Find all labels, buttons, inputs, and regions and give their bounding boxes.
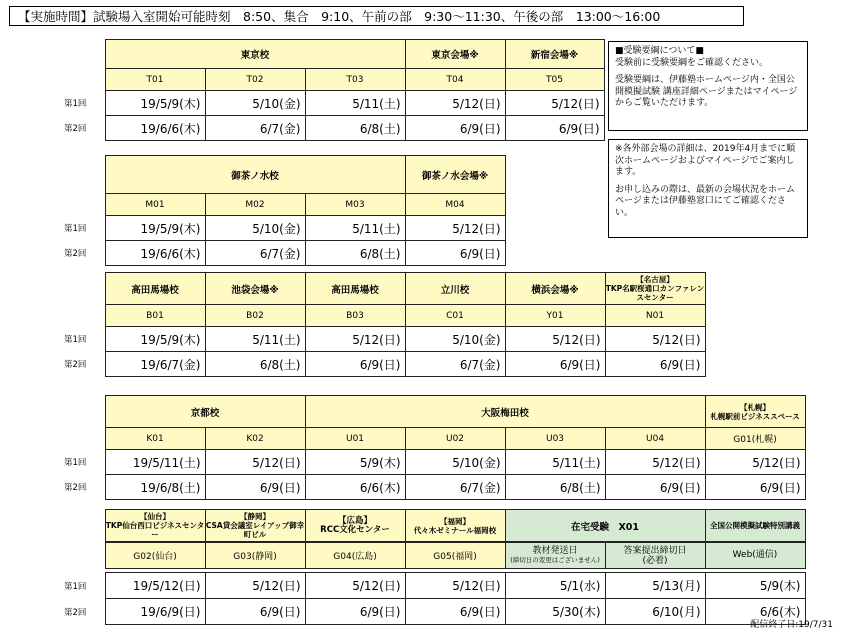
course-code: B03 xyxy=(305,305,405,327)
date-cell: 5/11(土) xyxy=(505,450,605,475)
date-cell: 19/6/8(土) xyxy=(105,475,205,500)
date-cell: 19/5/9(木) xyxy=(105,216,205,241)
schedule-table-kyoto-osaka xyxy=(60,395,806,500)
date-cell: 6/6(木) xyxy=(305,475,405,500)
date-cell: 5/30(木) xyxy=(505,599,605,625)
date-cell: 5/11(土) xyxy=(305,216,405,241)
note-line: 受験要綱は、伊藤塾ホームページ内・全国公開模擬試験 講座詳細ページまたはマイページからご覧いただけます。 xyxy=(615,75,798,108)
date-cell: 5/13(月) xyxy=(605,573,705,599)
date-cell: 19/6/6(木) xyxy=(105,241,205,266)
venue-header: 高田馬場校 xyxy=(305,273,405,305)
course-code: U03 xyxy=(505,428,605,450)
date-cell: 5/12(日) xyxy=(705,450,805,475)
date-cell: 5/10(金) xyxy=(205,91,305,116)
table-row xyxy=(60,352,705,377)
date-cell: 6/7(金) xyxy=(405,352,505,377)
schedule-table-tokyo xyxy=(60,39,605,141)
date-cell: 19/5/12(日) xyxy=(105,573,205,599)
course-code: U04 xyxy=(605,428,705,450)
date-cell: 6/8(土) xyxy=(205,352,305,377)
note-line: 受験前に受験要綱をご確認ください。 xyxy=(615,57,769,68)
distribution-end-date: 配信終了日:19/7/31 xyxy=(750,620,833,630)
date-cell: 5/10(金) xyxy=(405,327,505,352)
date-cell: 5/12(日) xyxy=(405,91,505,116)
date-cell: 6/7(金) xyxy=(205,116,305,141)
date-cell: 19/5/11(土) xyxy=(105,450,205,475)
venue-header-sendai: 【仙台】 TKP仙台西口ビジネスセンター xyxy=(105,510,205,542)
course-code: M02 xyxy=(205,194,305,216)
venue-header-fukuoka: 【福岡】 代々木ゼミナール福岡校 xyxy=(405,510,505,542)
venue-header: 新宿会場※ xyxy=(505,40,604,69)
date-cell: 5/12(日) xyxy=(405,573,505,599)
date-cell: 19/5/9(木) xyxy=(105,91,205,116)
date-cell: 6/9(日) xyxy=(505,116,604,141)
date-cell: 6/9(日) xyxy=(205,475,305,500)
date-cell: 19/6/6(木) xyxy=(105,116,205,141)
date-cell: 6/6(木) xyxy=(705,599,805,625)
course-code: M01 xyxy=(105,194,205,216)
round-label: 第2回 xyxy=(64,607,87,618)
table-row xyxy=(60,450,805,475)
date-cell: 6/9(日) xyxy=(705,475,805,500)
date-cell: 5/10(金) xyxy=(205,216,305,241)
course-code: Y01 xyxy=(505,305,605,327)
course-code: G05(福岡) xyxy=(405,543,505,569)
venue-header: 東京校 xyxy=(105,40,405,69)
date-cell: 6/9(日) xyxy=(505,352,605,377)
exam-time-header: 【実施時間】試験場入室開始可能時刻 8:50、集合 9:10、午前の部 9:30〜11:30、午後の部 13:00〜16:00 xyxy=(9,6,744,26)
course-code: K02 xyxy=(205,428,305,450)
date-cell: 6/9(日) xyxy=(405,599,505,625)
date-cell: 6/8(土) xyxy=(305,116,405,141)
schedule-table-takadanobaba xyxy=(60,272,706,377)
date-cell: 5/10(金) xyxy=(405,450,505,475)
date-cell: 6/9(日) xyxy=(605,352,705,377)
date-cell: 6/9(日) xyxy=(405,241,505,266)
course-code: U02 xyxy=(405,428,505,450)
date-cell: 6/9(日) xyxy=(305,599,405,625)
date-cell: 6/9(日) xyxy=(605,475,705,500)
table-row xyxy=(60,216,505,241)
date-cell: 6/9(日) xyxy=(205,599,305,625)
date-cell: 6/7(金) xyxy=(405,475,505,500)
round-label: 第1回 xyxy=(64,224,87,234)
date-cell: 5/9(木) xyxy=(705,573,805,599)
venue-header: 立川校 xyxy=(405,273,505,305)
round-label: 第2回 xyxy=(64,483,87,493)
course-code: Web(通信) xyxy=(705,543,805,569)
date-cell: 6/9(日) xyxy=(305,352,405,377)
round-label: 第2回 xyxy=(64,249,87,259)
venue-header: 池袋会場※ xyxy=(205,273,305,305)
date-cell: 5/1(水) xyxy=(505,573,605,599)
date-cell: 5/12(日) xyxy=(505,91,604,116)
course-code: G04(広島) xyxy=(305,543,405,569)
round-label: 第1回 xyxy=(64,335,87,345)
course-code: G03(静岡) xyxy=(205,543,305,569)
venue-header: 大阪梅田校 xyxy=(305,396,705,428)
venue-header-sapporo: 【札幌】 札幌駅前ビジネススペース xyxy=(705,396,805,428)
date-cell: 5/12(日) xyxy=(605,450,705,475)
course-code: C01 xyxy=(405,305,505,327)
table-row xyxy=(60,599,805,625)
venue-header: 横浜会場※ xyxy=(505,273,605,305)
date-cell: 6/8(土) xyxy=(505,475,605,500)
date-cell: 6/8(土) xyxy=(305,241,405,266)
venue-header: 東京会場※ xyxy=(405,40,505,69)
date-cell: 5/12(日) xyxy=(205,573,305,599)
date-cell: 5/12(日) xyxy=(605,327,705,352)
venue-header-nagoya: 【名古屋】 TKP名駅桜通口カンファレンスセンター xyxy=(605,273,705,305)
date-cell: 19/6/7(金) xyxy=(105,352,205,377)
round-label: 第1回 xyxy=(64,581,87,592)
schedule-table-ochanomizu xyxy=(60,155,506,266)
course-code: B01 xyxy=(105,305,205,327)
table-row xyxy=(60,573,805,599)
date-cell: 19/5/9(木) xyxy=(105,327,205,352)
venue-info-note xyxy=(608,139,808,238)
date-cell: 5/12(日) xyxy=(505,327,605,352)
course-code: G01(札幌) xyxy=(705,428,805,450)
course-code: N01 xyxy=(605,305,705,327)
venue-header: 京都校 xyxy=(105,396,305,428)
exam-guide-note xyxy=(608,41,808,131)
table-row xyxy=(60,91,604,116)
course-code: B02 xyxy=(205,305,305,327)
table-row xyxy=(60,116,604,141)
date-cell: 19/6/9(日) xyxy=(105,599,205,625)
date-cell: 5/12(日) xyxy=(205,450,305,475)
round-label: 第1回 xyxy=(64,458,87,468)
date-cell: 5/12(日) xyxy=(305,573,405,599)
home-ship-header: 教材発送日 (締切日の変更はございません) xyxy=(505,543,605,569)
course-code: T01 xyxy=(105,69,205,91)
course-code: T03 xyxy=(305,69,405,91)
course-code: T04 xyxy=(405,69,505,91)
date-cell: 6/9(日) xyxy=(405,116,505,141)
note-line: ■受験要綱について■ xyxy=(615,46,704,56)
date-cell: 6/7(金) xyxy=(205,241,305,266)
date-cell: 6/10(月) xyxy=(605,599,705,625)
course-code: M04 xyxy=(405,194,505,216)
course-code: K01 xyxy=(105,428,205,450)
round-label: 第2回 xyxy=(64,360,87,370)
venue-header: 御茶ノ水会場※ xyxy=(405,156,505,194)
course-code: U01 xyxy=(305,428,405,450)
venue-header: 御茶ノ水校 xyxy=(105,156,405,194)
date-cell: 5/11(土) xyxy=(205,327,305,352)
date-cell: 5/12(日) xyxy=(405,216,505,241)
round-label: 第2回 xyxy=(64,124,87,134)
course-code: T05 xyxy=(505,69,604,91)
home-exam-header: 在宅受験 X01 xyxy=(505,510,705,542)
table-row xyxy=(60,475,805,500)
venue-header-shizuoka: 【静岡】 CSA貸会議室レイアップ御幸町ビル xyxy=(205,510,305,542)
schedule-table-regional-home xyxy=(60,509,806,542)
note-line: ※各外部会場の詳細は、2019年4月までに順次ホームページおよびマイページでご案内します。 xyxy=(615,144,796,177)
table-row xyxy=(60,241,505,266)
table-row xyxy=(60,327,705,352)
date-cell: 5/9(木) xyxy=(305,450,405,475)
home-deadline-header: 答案提出締切日 (必着) xyxy=(605,543,705,569)
course-code: T02 xyxy=(205,69,305,91)
special-lecture-header: 全国公開模擬試験特別講義 xyxy=(705,510,805,542)
date-cell: 5/11(土) xyxy=(305,91,405,116)
date-cell: 5/12(日) xyxy=(305,327,405,352)
round-label: 第1回 xyxy=(64,99,87,109)
course-code: G02(仙台) xyxy=(105,543,205,569)
schedule-table-regional-home-body xyxy=(60,542,806,625)
note-line: お申し込みの際は、最新の会場状況をホームページまたは伊藤塾窓口にてご確認ください。 xyxy=(615,184,796,218)
course-code: M03 xyxy=(305,194,405,216)
venue-header-hiroshima: 【広島】 RCC文化センター xyxy=(305,510,405,542)
venue-header: 高田馬場校 xyxy=(105,273,205,305)
